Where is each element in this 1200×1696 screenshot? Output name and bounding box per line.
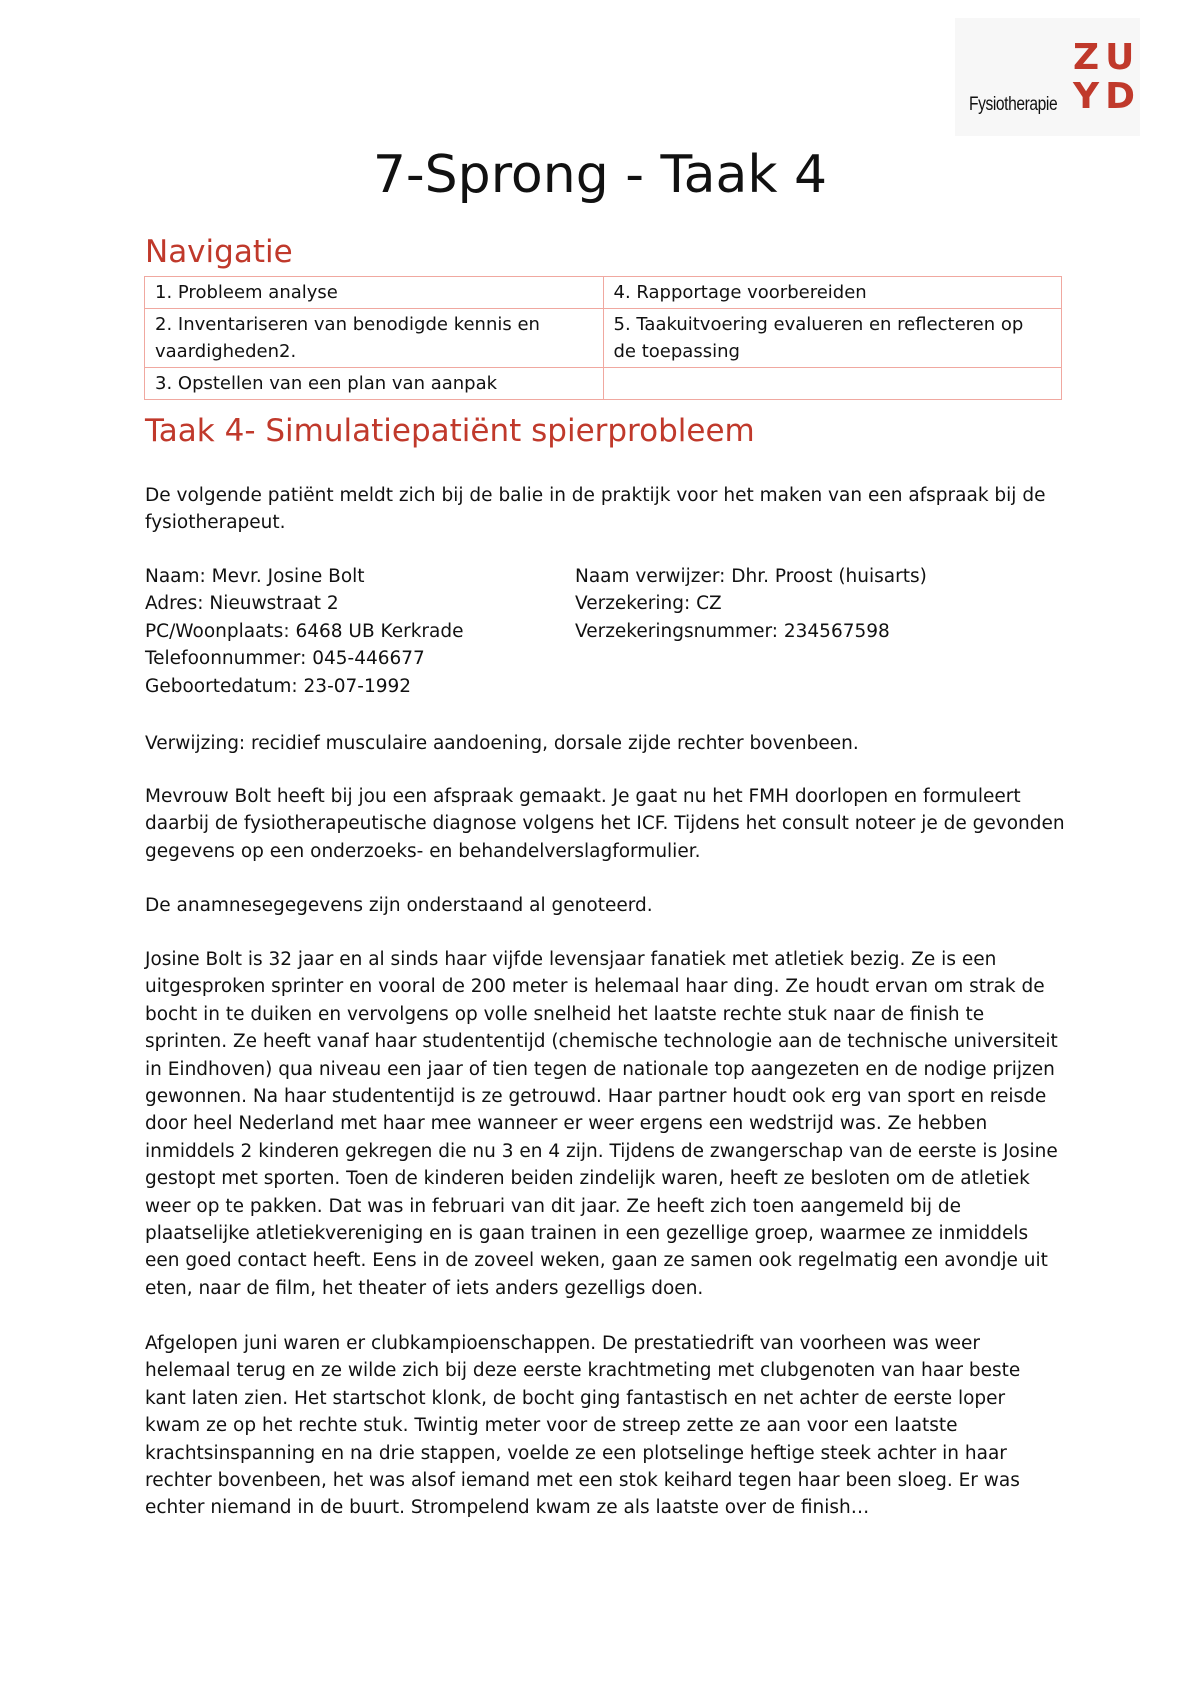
nav-step-4[interactable]: 4. Rapportage voorbereiden [603,277,1062,309]
page-title: 7-Sprong - Taak 4 [372,145,828,205]
patient-phone: Telefoonnummer: 045-446677 [145,648,425,670]
nav-step-3[interactable]: 3. Opstellen van een plan van aanpak [145,368,604,400]
task-heading: Taak 4- Simulatiepatiënt spierprobleem [145,413,755,449]
patient-address: Adres: Nieuwstraat 2 [145,593,339,615]
patient-details-left [145,563,464,700]
nav-empty-cell [603,368,1062,400]
intro-text: De volgende patiënt meldt zich bij de balie in de praktijk voor het maken van een afspraak bij de fysiotherapeut. [145,485,1046,534]
logo-mark [1073,38,1141,116]
patient-details-right [575,563,927,645]
logo-mark-bottom: YD [1073,76,1141,117]
paragraph-history: Josine Bolt is 32 jaar en al sinds haar vijfde levensjaar fanatiek met atletiek bezig. Ze is een uitgesproken sprinter en vooral de 200 meter is helemaal haar ding. Ze houdt ervan om strak de bocht in te duiken en vervolgens op volle snelheid het laatste rechte stuk naar de finish te sprinten. Ze heeft vanaf haar studententijd (chemische technologie aan de technische universiteit in Eindhoven) qua niveau een jaar of tien tegen de nationale top aangezeten en de nodige prijzen gewonnen. Na haar studententijd is ze getrouwd. Haar partner houdt ook erg van sport en reisde door heel Nederland met haar mee wanneer er weer ergens een wedstrijd was. Ze hebben inmiddels 2 kinderen gekregen die nu 3 en 4 zijn. Tijdens de zwangerschap van de eerste is Josine gestopt met sporten. Toen de kinderen beiden zindelijk waren, heeft ze besloten om de atletiek weer op te pakken. Dat was in februari van dit jaar. Ze heeft zich toen aangemeld bij de plaatselijke atletiekvereniging en is gaan trainen in een gezellige groep, waarmee ze inmiddels een goed contact heeft. Eens in de zoveel weken, gaan ze samen ook regelmatig een avondje uit eten, naar de film, het theater of iets anders gezelligs doen. [145,949,1058,1299]
referral-text: Verwijzing: recidief musculaire aandoening, dorsale zijde rechter bovenbeen. [145,733,859,754]
navigation-table [144,276,1062,400]
insurance-number: Verzekeringsnummer: 234567598 [575,620,890,642]
insurance: Verzekering: CZ [575,593,722,615]
table-row [145,368,1062,400]
referrer-name: Naam verwijzer: Dhr. Proost (huisarts) [575,566,927,587]
nav-step-1[interactable]: 1. Probleem analyse [145,277,604,309]
table-row [145,309,1062,368]
paragraph-injury: Afgelopen juni waren er clubkampioenschappen. De prestatiedrift van voorheen was weer helemaal terug en ze wilde zich bij deze eerste krachtmeting met clubgenoten van haar beste kant laten zien. Het startschot klonk, de bocht ging fantastisch en net achter de eerste loper kwam ze op het rechte stuk. Twintig meter voor de streep zette ze aan voor een laatste krachtsinspanning en na drie stappen, voelde ze een plotselinge heftige steek achter in haar rechter bovenbeen, het was alsof iemand met een stok keihard tegen haar been sloeg. Er was echter niemand in de buurt. Strompelend kwam ze als laatste over de finish… [145,1333,1021,1519]
nav-step-5[interactable]: 5. Taakuitvoering evalueren en reflecteren op de toepassing [603,309,1062,368]
table-row [145,277,1062,309]
patient-birthdate: Geboortedatum: 23-07-1992 [145,675,412,697]
paragraph-anamnesis-note: De anamnesegegevens zijn onderstaand al genoteerd. [145,895,653,916]
logo-mark-top: ZU [1073,37,1141,78]
patient-postcode-city: PC/Woonplaats: 6468 UB Kerkrade [145,620,464,642]
paragraph-assignment: Mevrouw Bolt heeft bij jou een afspraak gemaakt. Je gaat nu het FMH doorlopen en formuleert daarbij de fysiotherapeutische diagnose volgens het ICF. Tijdens het consult noteer je de gevonden gegevens op een onderzoeks- en behandelverslagformulier. [145,786,1065,862]
patient-name: Naam: Mevr. Josine Bolt [145,566,365,587]
nav-step-2[interactable]: 2. Inventariseren van benodigde kennis en vaardigheden2. [145,309,604,368]
navigation-heading: Navigatie [145,234,293,270]
logo-subtitle: Fysiotherapie [969,94,1058,115]
zuyd-logo [955,18,1140,136]
